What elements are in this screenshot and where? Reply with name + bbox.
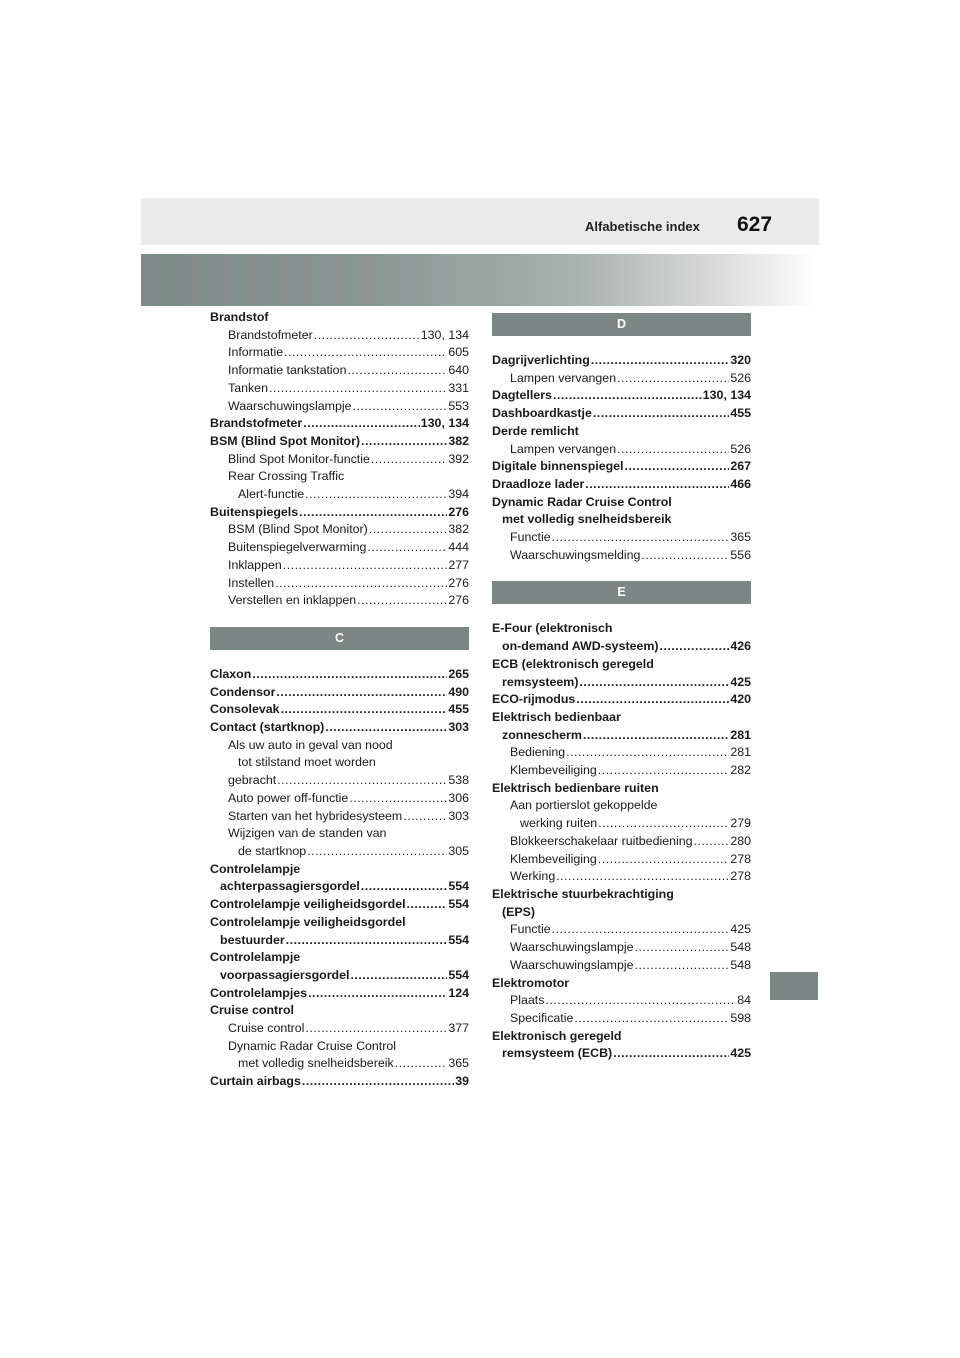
index-entry: (EPS) [502, 904, 536, 919]
index-subentry: Functie ..... 365 [492, 529, 751, 547]
index-entry: remsysteem (ECB) ..... 425 [492, 1045, 751, 1063]
index-entry: Claxon ..... 265 [210, 666, 469, 684]
index-entry: Condensor ..... 490 [210, 684, 469, 702]
index-entry: ECO-rijmodus ..... 420 [492, 691, 751, 709]
index-entry: ECB (elektronisch geregeld [492, 656, 654, 671]
index-subentry: Starten van het hybridesysteem ..... 303 [210, 808, 469, 826]
index-subentry: Als uw auto in geval van nood [228, 737, 393, 752]
index-subentry: Waarschuwingslampje ..... 548 [492, 939, 751, 957]
index-subentry: de startknop ..... 305 [210, 843, 469, 861]
index-entry: Draadloze lader ..... 466 [492, 476, 751, 494]
index-entry: Controlelampje veiligheidsgordel ..... 554 [210, 896, 469, 914]
index-entry: Elektrisch bedienbare ruiten [492, 780, 659, 795]
index-entry: Dagrijverlichting ..... 320 [492, 352, 751, 370]
index-entry: met volledig snelheidsbereik [502, 512, 672, 527]
index-subentry: tot stilstand moet worden [238, 755, 376, 770]
index-entry: Controlelampje [210, 861, 301, 876]
index-entry: Brandstofmeter ..... 130, 134 [210, 415, 469, 433]
section-tab-marker [770, 972, 818, 1000]
section-heading-c: C [210, 627, 469, 650]
index-subentry: Bediening ..... 281 [492, 744, 751, 762]
index-subentry: gebracht ..... 538 [210, 772, 469, 790]
index-entry: remsysteem) ..... 425 [492, 674, 751, 692]
index-column-right [492, 313, 751, 1063]
page-number: 627 [737, 213, 773, 236]
index-subentry: Functie ..... 425 [492, 921, 751, 939]
index-entry: Elektromotor [492, 975, 570, 990]
header-band [141, 198, 819, 245]
index-subentry: werking ruiten ..... 279 [492, 815, 751, 833]
index-entry: Dynamic Radar Cruise Control [492, 494, 672, 509]
index-subentry: Brandstofmeter ..... 130, 134 [210, 327, 469, 345]
index-entry: zonnescherm ..... 281 [492, 727, 751, 745]
index-entry: Controlelampjes ..... 124 [210, 985, 469, 1003]
index-subentry: Wijzigen van de standen van [228, 826, 387, 841]
index-entry: Dagtellers ..... 130, 134 [492, 387, 751, 405]
index-entry: BSM (Blind Spot Monitor) ..... 382 [210, 433, 469, 451]
index-entry: Elektrische stuurbekrachtiging [492, 886, 674, 901]
index-subentry: Instellen ..... 276 [210, 575, 469, 593]
index-subentry: Inklappen ..... 277 [210, 557, 469, 575]
index-subentry: Klembeveiliging ..... 278 [492, 851, 751, 869]
section-heading-d: D [492, 313, 751, 336]
index-entry: Consolevak ..... 455 [210, 701, 469, 719]
index-entry: Brandstof [210, 310, 269, 324]
index-entry: Dashboardkastje ..... 455 [492, 405, 751, 423]
index-entry: Buitenspiegels ..... 276 [210, 504, 469, 522]
index-entry: Contact (startknop) ..... 303 [210, 719, 469, 737]
index-subentry: BSM (Blind Spot Monitor) ..... 382 [210, 521, 469, 539]
index-entry: Curtain airbags ..... 39 [210, 1073, 469, 1091]
index-entry: voorpassagiersgordel ..... 554 [210, 967, 469, 985]
index-entry: Controlelampje [210, 950, 301, 965]
index-subentry: Dynamic Radar Cruise Control [228, 1038, 397, 1053]
index-subentry: Waarschuwingsmelding ..... 556 [492, 547, 751, 565]
index-entry: Controlelampje veiligheidsgordel [210, 914, 406, 929]
section-heading-e: E [492, 581, 751, 604]
index-subentry: Plaats ..... 84 [492, 992, 751, 1010]
index-subentry: Alert-functie ..... 394 [210, 486, 469, 504]
index-subentry: Lampen vervangen ..... 526 [492, 370, 751, 388]
index-entry: Elektronisch geregeld [492, 1028, 622, 1043]
index-subentry: Werking ..... 278 [492, 868, 751, 886]
index-entry: Elektrisch bedienbaar [492, 709, 621, 724]
index-subentry: Tanken ..... 331 [210, 380, 469, 398]
index-subentry: Aan portierslot gekoppelde [510, 798, 658, 813]
index-subentry: Buitenspiegelverwarming ..... 444 [210, 539, 469, 557]
index-subentry: Lampen vervangen ..... 526 [492, 441, 751, 459]
index-entry: Cruise control [210, 1003, 294, 1018]
index-column-left [210, 309, 469, 1091]
index-subentry: Waarschuwingslampje ..... 553 [210, 398, 469, 416]
index-subentry: Specificatie ..... 598 [492, 1010, 751, 1028]
index-subentry: met volledig snelheidsbereik ..... 365 [210, 1055, 469, 1073]
index-subentry: Verstellen en inklappen ..... 276 [210, 592, 469, 610]
index-entry: bestuurder ..... 554 [210, 932, 469, 950]
index-entry: on-demand AWD-systeem) ..... 426 [492, 638, 751, 656]
decorative-banner [141, 254, 819, 306]
index-entry: Derde remlicht [492, 423, 579, 438]
index-entry: E-Four (elektronisch [492, 621, 613, 636]
index-subentry: Waarschuwingslampje ..... 548 [492, 957, 751, 975]
index-subentry: Klembeveiliging ..... 282 [492, 762, 751, 780]
index-entry: Digitale binnenspiegel ..... 267 [492, 458, 751, 476]
index-subentry: Blokkeerschakelaar ruitbediening ..... 280 [492, 833, 751, 851]
page-header-title: Alfabetische index [585, 219, 700, 234]
index-subentry: Cruise control ..... 377 [210, 1020, 469, 1038]
index-subentry: Blind Spot Monitor-functie ..... 392 [210, 451, 469, 469]
index-subentry: Auto power off-functie ..... 306 [210, 790, 469, 808]
index-subentry: Informatie tankstation ..... 640 [210, 362, 469, 380]
index-subentry: Rear Crossing Traffic [228, 469, 345, 484]
index-entry: achterpassagiersgordel ..... 554 [210, 878, 469, 896]
index-subentry: Informatie ..... 605 [210, 344, 469, 362]
